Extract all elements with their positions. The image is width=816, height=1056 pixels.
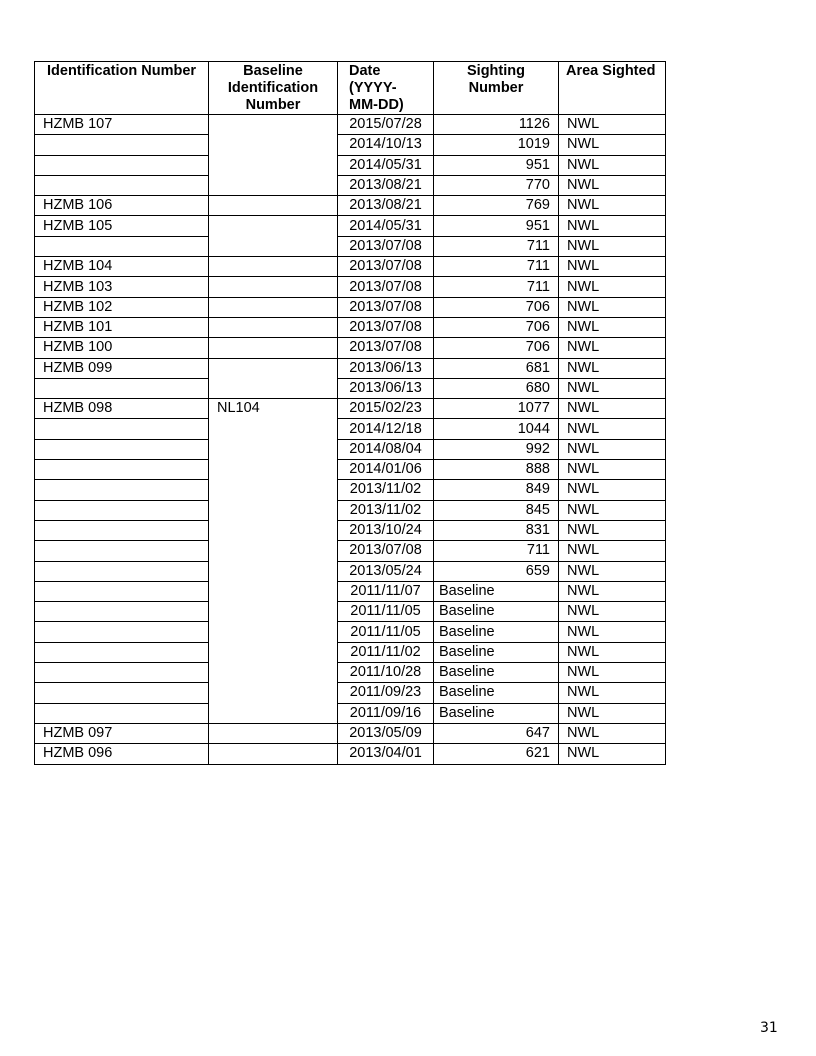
cell-area-sighted: NWL <box>559 196 666 216</box>
cell-area-sighted: NWL <box>559 277 666 297</box>
cell-baseline-identification-number <box>209 744 338 764</box>
cell-identification-number <box>35 581 209 601</box>
cell-baseline-identification-number <box>209 358 338 399</box>
cell-date: 2014/05/31 <box>338 155 434 175</box>
cell-area-sighted: NWL <box>559 378 666 398</box>
cell-sighting-number: 711 <box>434 277 559 297</box>
cell-sighting-number: 706 <box>434 297 559 317</box>
cell-date: 2014/08/04 <box>338 439 434 459</box>
cell-identification-number: HZMB 101 <box>35 317 209 337</box>
cell-date: 2011/11/05 <box>338 602 434 622</box>
table-row <box>35 723 666 743</box>
cell-identification-number <box>35 703 209 723</box>
cell-sighting-number: Baseline <box>434 622 559 642</box>
cell-date: 2013/06/13 <box>338 358 434 378</box>
cell-baseline-identification-number <box>209 723 338 743</box>
cell-identification-number <box>35 622 209 642</box>
cell-date: 2013/04/01 <box>338 744 434 764</box>
cell-identification-number <box>35 460 209 480</box>
cell-area-sighted: NWL <box>559 399 666 419</box>
cell-identification-number: HZMB 107 <box>35 115 209 135</box>
cell-area-sighted: NWL <box>559 581 666 601</box>
cell-sighting-number: Baseline <box>434 581 559 601</box>
cell-area-sighted: NWL <box>559 419 666 439</box>
cell-identification-number <box>35 155 209 175</box>
cell-identification-number: HZMB 103 <box>35 277 209 297</box>
cell-sighting-number: 681 <box>434 358 559 378</box>
cell-area-sighted: NWL <box>559 297 666 317</box>
table-row <box>35 358 666 378</box>
cell-area-sighted: NWL <box>559 236 666 256</box>
cell-date: 2011/11/07 <box>338 581 434 601</box>
cell-sighting-number: 888 <box>434 460 559 480</box>
cell-area-sighted: NWL <box>559 480 666 500</box>
cell-date: 2015/02/23 <box>338 399 434 419</box>
cell-sighting-number: 1077 <box>434 399 559 419</box>
cell-area-sighted: NWL <box>559 520 666 540</box>
table-row <box>35 683 666 703</box>
cell-identification-number <box>35 500 209 520</box>
cell-identification-number <box>35 541 209 561</box>
table-row <box>35 520 666 540</box>
cell-date: 2013/07/08 <box>338 338 434 358</box>
table-row <box>35 581 666 601</box>
cell-area-sighted: NWL <box>559 561 666 581</box>
cell-date: 2013/11/02 <box>338 500 434 520</box>
cell-date: 2013/06/13 <box>338 378 434 398</box>
table-row <box>35 399 666 419</box>
cell-date: 2013/07/08 <box>338 541 434 561</box>
cell-baseline-identification-number <box>209 297 338 317</box>
table-row <box>35 663 666 683</box>
cell-identification-number <box>35 602 209 622</box>
cell-baseline-identification-number <box>209 216 338 257</box>
cell-date: 2014/05/31 <box>338 216 434 236</box>
cell-area-sighted: NWL <box>559 703 666 723</box>
table-row <box>35 622 666 642</box>
table-row <box>35 602 666 622</box>
table-body <box>35 115 666 765</box>
cell-date: 2014/10/13 <box>338 135 434 155</box>
cell-sighting-number: 680 <box>434 378 559 398</box>
cell-sighting-number: 769 <box>434 196 559 216</box>
cell-area-sighted: NWL <box>559 358 666 378</box>
cell-sighting-number: 711 <box>434 541 559 561</box>
table-row <box>35 257 666 277</box>
cell-date: 2013/07/08 <box>338 297 434 317</box>
cell-sighting-number: 831 <box>434 520 559 540</box>
cell-sighting-number: 1044 <box>434 419 559 439</box>
cell-area-sighted: NWL <box>559 723 666 743</box>
table-row <box>35 642 666 662</box>
cell-baseline-identification-number <box>209 257 338 277</box>
table-row <box>35 155 666 175</box>
cell-area-sighted: NWL <box>559 683 666 703</box>
cell-sighting-number: Baseline <box>434 703 559 723</box>
table-row <box>35 277 666 297</box>
cell-identification-number: HZMB 104 <box>35 257 209 277</box>
cell-date: 2013/07/08 <box>338 317 434 337</box>
table-row <box>35 297 666 317</box>
cell-date: 2011/09/23 <box>338 683 434 703</box>
table-row <box>35 561 666 581</box>
cell-date: 2015/07/28 <box>338 115 434 135</box>
cell-date: 2013/07/08 <box>338 277 434 297</box>
cell-date: 2013/08/21 <box>338 196 434 216</box>
cell-sighting-number: Baseline <box>434 642 559 662</box>
cell-date: 2013/10/24 <box>338 520 434 540</box>
cell-identification-number: HZMB 097 <box>35 723 209 743</box>
cell-date: 2011/09/16 <box>338 703 434 723</box>
table-row <box>35 744 666 764</box>
cell-identification-number: HZMB 105 <box>35 216 209 236</box>
cell-area-sighted: NWL <box>559 175 666 195</box>
table-row <box>35 236 666 256</box>
cell-sighting-number: Baseline <box>434 683 559 703</box>
cell-baseline-identification-number <box>209 115 338 196</box>
cell-date: 2013/05/24 <box>338 561 434 581</box>
cell-baseline-identification-number <box>209 317 338 337</box>
header-row <box>35 62 666 115</box>
cell-area-sighted: NWL <box>559 500 666 520</box>
cell-sighting-number: 770 <box>434 175 559 195</box>
table-row <box>35 175 666 195</box>
cell-date: 2011/11/02 <box>338 642 434 662</box>
cell-sighting-number: 1019 <box>434 135 559 155</box>
table-row <box>35 378 666 398</box>
cell-sighting-number: Baseline <box>434 602 559 622</box>
cell-date: 2013/05/09 <box>338 723 434 743</box>
cell-sighting-number: 711 <box>434 236 559 256</box>
table-row <box>35 541 666 561</box>
cell-area-sighted: NWL <box>559 155 666 175</box>
table-row <box>35 196 666 216</box>
cell-identification-number <box>35 419 209 439</box>
cell-area-sighted: NWL <box>559 439 666 459</box>
cell-area-sighted: NWL <box>559 541 666 561</box>
table-row <box>35 480 666 500</box>
cell-identification-number <box>35 642 209 662</box>
cell-date: 2013/07/08 <box>338 257 434 277</box>
cell-sighting-number: 706 <box>434 317 559 337</box>
cell-baseline-identification-number <box>209 338 338 358</box>
cell-sighting-number: 845 <box>434 500 559 520</box>
cell-sighting-number: Baseline <box>434 663 559 683</box>
cell-sighting-number: 711 <box>434 257 559 277</box>
cell-identification-number <box>35 439 209 459</box>
table-row <box>35 460 666 480</box>
cell-sighting-number: 706 <box>434 338 559 358</box>
cell-sighting-number: 951 <box>434 216 559 236</box>
cell-identification-number: HZMB 096 <box>35 744 209 764</box>
cell-area-sighted: NWL <box>559 622 666 642</box>
table-row <box>35 439 666 459</box>
cell-sighting-number: 659 <box>434 561 559 581</box>
cell-baseline-identification-number <box>209 277 338 297</box>
cell-sighting-number: 951 <box>434 155 559 175</box>
cell-area-sighted: NWL <box>559 460 666 480</box>
cell-area-sighted: NWL <box>559 317 666 337</box>
cell-identification-number <box>35 480 209 500</box>
table-row <box>35 115 666 135</box>
cell-area-sighted: NWL <box>559 602 666 622</box>
table-row <box>35 419 666 439</box>
cell-identification-number: HZMB 106 <box>35 196 209 216</box>
cell-area-sighted: NWL <box>559 115 666 135</box>
header-date: Date (YYYY-MM-DD) <box>338 62 434 115</box>
header-identification-number: Identification Number <box>35 62 209 115</box>
cell-identification-number: HZMB 098 <box>35 399 209 419</box>
cell-sighting-number: 992 <box>434 439 559 459</box>
table-row <box>35 500 666 520</box>
cell-identification-number <box>35 561 209 581</box>
cell-identification-number <box>35 683 209 703</box>
cell-area-sighted: NWL <box>559 216 666 236</box>
cell-sighting-number: 849 <box>434 480 559 500</box>
cell-identification-number <box>35 378 209 398</box>
sightings-table <box>34 61 666 765</box>
cell-identification-number <box>35 520 209 540</box>
cell-identification-number <box>35 236 209 256</box>
cell-identification-number: HZMB 102 <box>35 297 209 317</box>
cell-area-sighted: NWL <box>559 257 666 277</box>
cell-date: 2014/12/18 <box>338 419 434 439</box>
table-row <box>35 317 666 337</box>
header-sighting-number: Sighting Number <box>434 62 559 115</box>
header-area-sighted: Area Sighted <box>559 62 666 115</box>
cell-area-sighted: NWL <box>559 642 666 662</box>
cell-identification-number <box>35 135 209 155</box>
header-baseline-identification-number: Baseline Identification Number <box>209 62 338 115</box>
table-row <box>35 703 666 723</box>
cell-identification-number <box>35 663 209 683</box>
cell-date: 2014/01/06 <box>338 460 434 480</box>
cell-date: 2013/11/02 <box>338 480 434 500</box>
cell-date: 2013/07/08 <box>338 236 434 256</box>
cell-sighting-number: 621 <box>434 744 559 764</box>
cell-identification-number: HZMB 100 <box>35 338 209 358</box>
cell-sighting-number: 647 <box>434 723 559 743</box>
cell-baseline-identification-number <box>209 196 338 216</box>
cell-sighting-number: 1126 <box>434 115 559 135</box>
cell-area-sighted: NWL <box>559 663 666 683</box>
page-number: 31 <box>760 1020 778 1036</box>
cell-identification-number <box>35 175 209 195</box>
table-row <box>35 216 666 236</box>
cell-identification-number: HZMB 099 <box>35 358 209 378</box>
cell-area-sighted: NWL <box>559 338 666 358</box>
cell-date: 2011/11/05 <box>338 622 434 642</box>
table-row <box>35 338 666 358</box>
cell-area-sighted: NWL <box>559 135 666 155</box>
table-row <box>35 135 666 155</box>
cell-area-sighted: NWL <box>559 744 666 764</box>
cell-date: 2011/10/28 <box>338 663 434 683</box>
cell-date: 2013/08/21 <box>338 175 434 195</box>
cell-baseline-identification-number: NL104 <box>209 399 338 724</box>
